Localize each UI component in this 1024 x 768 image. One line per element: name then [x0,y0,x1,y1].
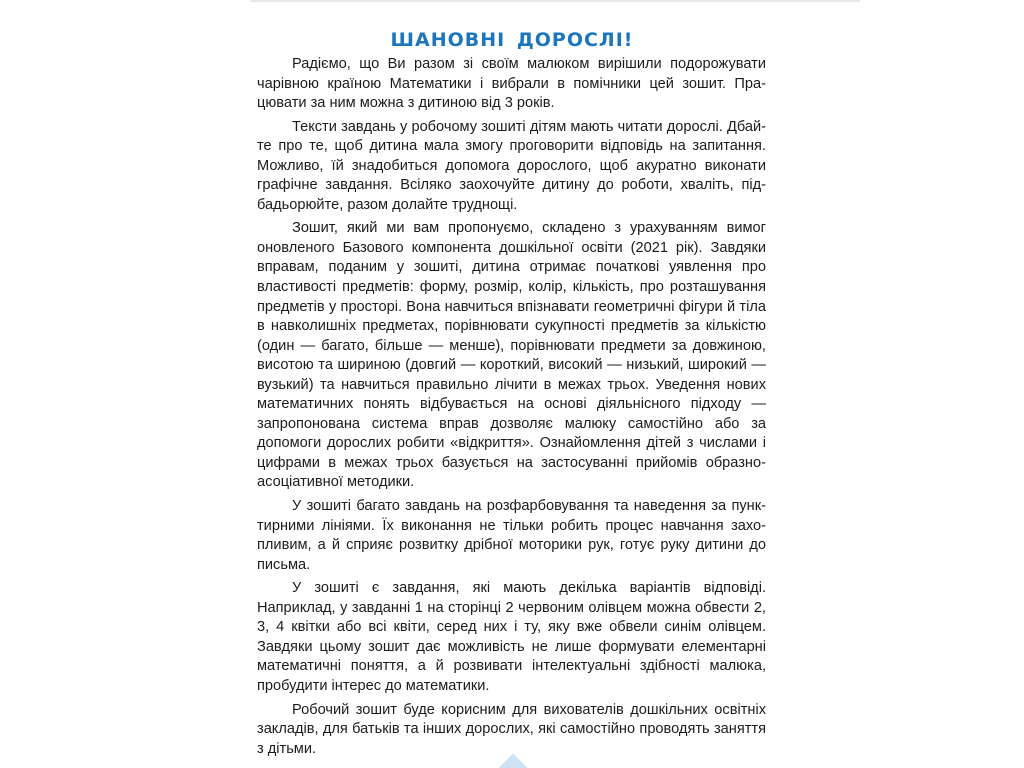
paragraph-4: У зошиті багато завдань на розфарбовування та наведення за пунктирними лініями. Їх виконання не тільки робить процес навчання захопливим, а й сприяє розвитку дрібної моторики рук, готує руку дитини до письма. [257,498,766,573]
intro-text [257,55,766,763]
paragraph-3: Зошит, який ми вам пропонуємо, складено з урахуванням вимог оновленого Базового компонента дошкільної освіти (2021 рік). Завдяки вправам, поданим у зошиті, дитина отримає початкові уявлення про властивості предметів: форму, розмір, колір, кількість, про розташування предметів у просторі. Вона навчиться впізнавати геометричні фігури й тіла в навколишніх предметах, порівнювати сукупності предметів за кількістю (один — багато, більше — менше), порівнювати предмети за довжиною, висотою та шириною (довгий — короткий, високий — низький, широкий — вузький) та навчиться правильно лічити в межах трьох. Уведення нових математичних понять відбувається на основі діяльнісного підходу — запропонована система вправ дозволяє малюку самостійно або за допомоги дорослих робити «відкриття». Ознайомлення дітей з числами і цифрами в межах трьох базується на застосуванні прийомів образноасоціативної методики. [257,220,766,491]
paragraph-1: Радіємо, що Ви разом зі своїм малюком вирішили подорожувати чарівною країною Математики і вибрали в помічники цей зошит. Працювати за ним можна з дитиною від 3 років. [257,56,766,112]
paragraph-5: У зошиті є завдання, які мають декілька варіантів відповіді. Наприклад, у завданні 1 на сторінці 2 червоним олівцем можна обвести 2, 3, 4 квітки або всі квіти, серед них і ту, яку вже обвели синім олівцем. Завдяки цьому зошит дає можливість не лише формувати елементарні математичні поняття, а й розвивати інтелектуальні здібності малюка, пробудити інтерес до математики. [257,580,766,694]
top-divider [250,0,860,2]
paragraph-6: Робочий зошит буде корисним для вихователів дошкільних освітніх закладів, для батьків та інших дорослих, які самостійно проводять заняття з дітьми. [257,701,766,757]
page-title: ШАНОВНІ ДОРОСЛІ! [390,29,634,51]
paragraph-2: Тексти завдань у робочому зошиті дітям мають читати дорослі. Дбайте про те, щоб дитина мала змогу проговорити відповідь на запитання. Можливо, їй знадобиться допомога дорослого, щоб акуратно виконати графічне завдання. Всіляко заохочуйте дитину до роботи, хваліть, підбадьорюйте, разом долайте труднощі. [257,118,766,213]
